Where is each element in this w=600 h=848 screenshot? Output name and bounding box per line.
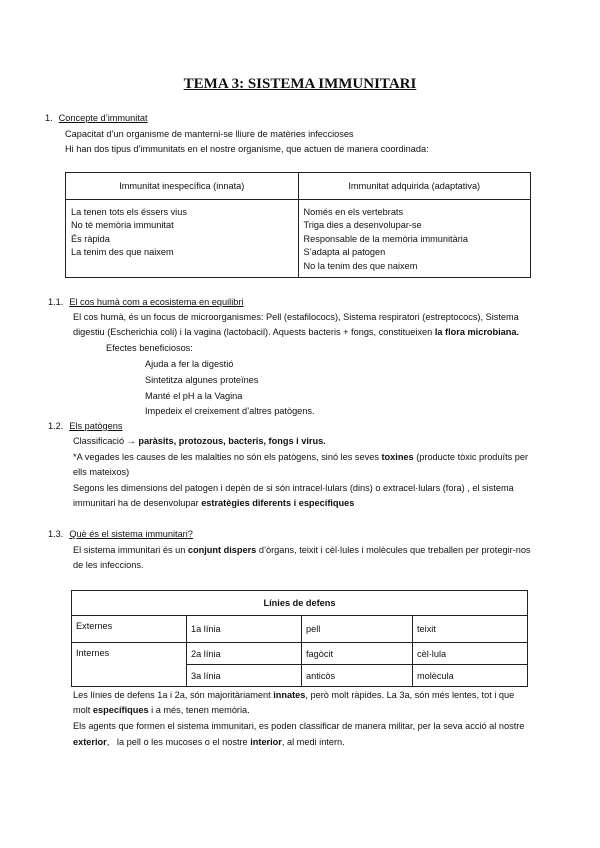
immunity-types-table: [65, 172, 531, 278]
defense-lines-table: [71, 590, 528, 687]
table-cell: teixit: [413, 616, 528, 643]
dimensions-line-1: Segons les dimensions del patogen i depèn de si són intracel·lulars (dins) o extracel·lulars (fora) , el sistema: [73, 483, 514, 493]
table-cell: Internes: [72, 643, 187, 687]
flora-microbiana-term: la flora microbiana.: [434, 327, 520, 337]
table-row: [72, 643, 528, 665]
effects-label: Efectes beneficiosos:: [106, 343, 193, 353]
list-item: Només en els vertebrats: [303, 207, 404, 217]
section-1-1-heading: [48, 296, 243, 308]
section-1-title: Concepte d’immunitat: [58, 113, 148, 123]
section-1-2-heading: [48, 420, 122, 432]
table-cell: 1a línia: [187, 616, 302, 643]
table-cell: fagòcit: [302, 643, 413, 665]
effect-item: Impedeix el creixement d’altres patògens.: [145, 406, 315, 416]
after-table-line-3: Els agents que formen el sistema immunitari, es poden classificar de manera militar, per la seva acció al nostre: [73, 721, 525, 731]
list-item: No té memòria immunitat: [71, 220, 174, 231]
list-item: S’adapta al patogen: [303, 247, 386, 258]
table-cell: molècula: [413, 665, 528, 687]
section-1-text-2: Hi han dos tipus d’immunitats en el nostre organisme, que actuen de manera coordinada:: [65, 144, 429, 154]
section-1-1-text-1: El cos humà, és un focus de microorganismes: Pell (estafilococs), Sistema respiratori (estreptococs), Sistema: [73, 312, 519, 322]
adaptive-features-cell: [298, 200, 531, 278]
table-header-adaptive: Immunitat adquirida (adaptativa): [298, 173, 531, 200]
list-item: No la tenim des que naixem: [303, 260, 418, 271]
innate-features-cell: [66, 200, 299, 278]
list-item: És ràpida: [71, 233, 110, 244]
definition-line-2: de les infeccions.: [73, 560, 144, 570]
section-1-1-text-2: digestiu (Escherichia coli) i la vagina (lactobacil). Aquests bacteris + fongs, constitueixen la flora microbiana.: [73, 327, 520, 337]
list-item: Triga dies a desenvolupar-se: [303, 220, 422, 231]
section-1-3-number: 1.3.: [48, 529, 64, 539]
classification-line: Classificació → paràsits, protozous, bacteris, fongs i virus.: [73, 436, 326, 446]
document-title: TEMA 3: SISTEMA IMMUNITARI: [183, 76, 417, 92]
pathogen-note-line-2: ells mateixos): [73, 467, 130, 477]
definition-line-1: El sistema immunitari és un conjunt dispers d’òrgans, teixit i cèl·lules i molècules que treballen per protegir-nos: [73, 545, 531, 555]
table-row: [72, 616, 528, 643]
section-1-1-title: El cos humà com a ecosistema en equilibri: [69, 297, 244, 307]
table-cell: 3a línia: [187, 665, 302, 687]
list-item: Responsable de la memòria immunitària: [303, 233, 468, 244]
after-table-line-1: Les línies de defens 1a i 2a, són majoritàriament innates, però molt ràpides. La 3a, són més lentes, tot i que: [73, 690, 515, 700]
list-item: La tenim des que naixem: [71, 247, 174, 258]
section-1-2-number: 1.2.: [48, 421, 64, 431]
after-table-line-4: exterior, la pell o les mucoses o el nostre interior, al medi intern.: [73, 737, 345, 747]
effect-item: Ajuda a fer la digestió: [145, 359, 234, 369]
table-cell: cèl·lula: [413, 643, 528, 665]
section-1-text-1: Capacitat d’un organisme de manterni-se lliure de matèries infeccioses: [65, 129, 354, 139]
table-cell: anticòs: [302, 665, 413, 687]
dimensions-line-2: immunitari ha de desenvolupar estratègies diferents i específiques: [73, 498, 355, 508]
after-table-line-2: molt específiques i a més, tenen memòria.: [73, 705, 250, 715]
pathogen-note-line-1: *A vegades les causes de les malalties no són els patògens, sinó les seves toxines (producte tòxic produïts per: [73, 452, 529, 462]
section-1-3-title: Què és el sistema immunitari?: [69, 529, 193, 539]
section-1-1-number: 1.1.: [48, 297, 64, 307]
section-1-3-heading: [48, 528, 193, 540]
effect-item: Sintetitza algunes proteïnes: [145, 375, 259, 385]
list-item: La tenen tots els éssers vius: [71, 207, 187, 217]
section-1-heading: [45, 112, 148, 124]
defense-table-title: Línies de defens: [72, 591, 528, 616]
table-cell: pell: [302, 616, 413, 643]
table-cell: 2a línia: [187, 643, 302, 665]
table-header-innate: Immunitat inespecífica (innata): [66, 173, 299, 200]
section-1-2-title: Els patògens: [69, 421, 123, 431]
table-cell: Externes: [72, 616, 187, 643]
effect-item: Manté el pH a la Vagina: [145, 391, 243, 401]
section-1-number: 1.: [45, 113, 53, 123]
